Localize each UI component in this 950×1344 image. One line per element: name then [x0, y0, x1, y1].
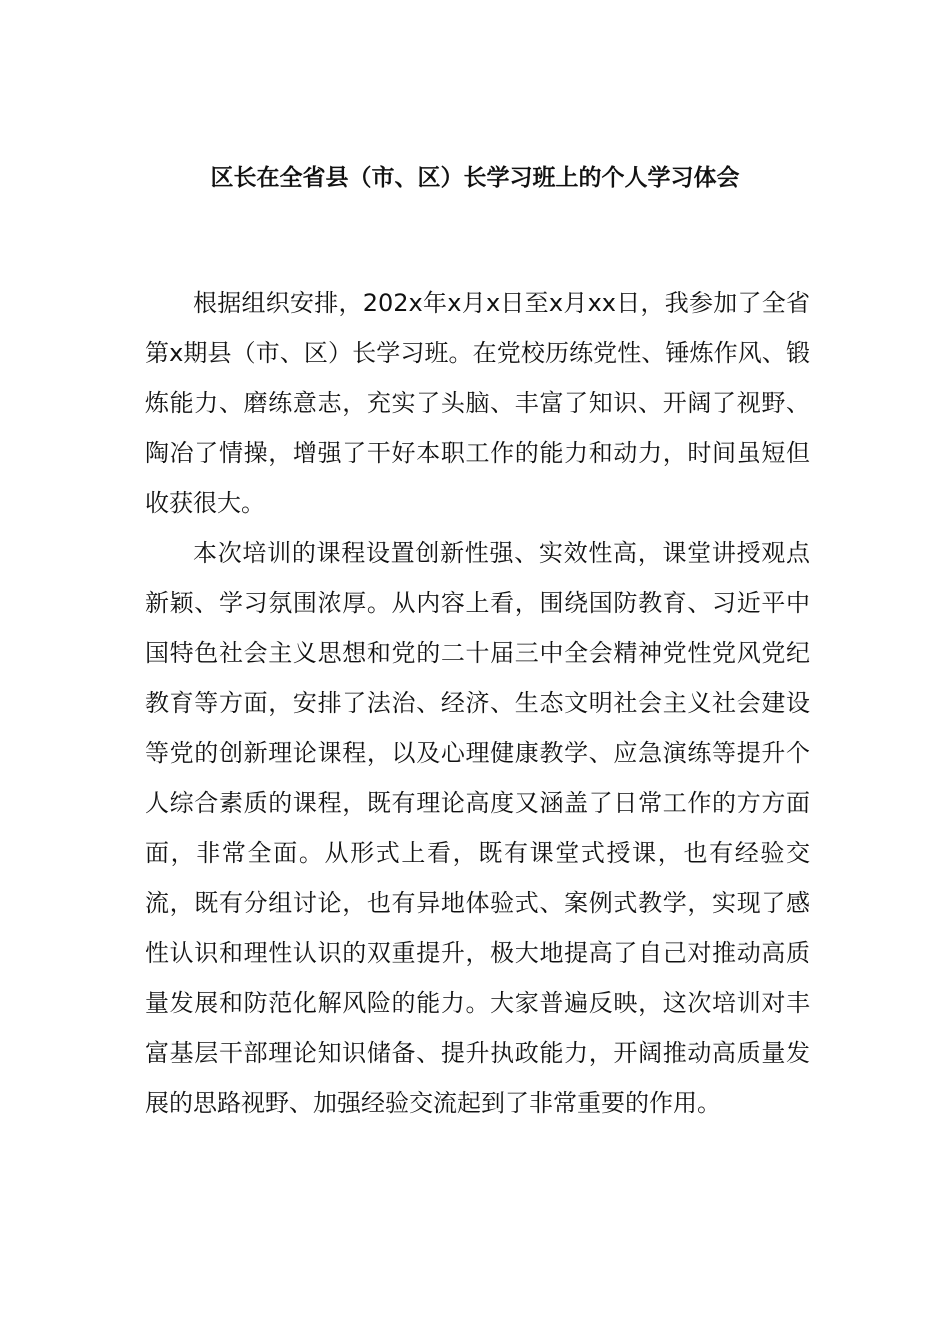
paragraph-1: 根据组织安排，202x年x月x日至x月xx日，我参加了全省第x期县（市、区）长学习班。在党校历练党性、锤炼作风、锻炼能力、磨练意志，充实了头脑、丰富了知识、开阔了视野、陶冶了情操，增强了干好本职工作的能力和动力，时间虽短但收获很大。: [145, 289, 810, 517]
paragraph-2: 本次培训的课程设置创新性强、实效性高，课堂讲授观点新颖、学习氛围浓厚。从内容上看，围绕国防教育、习近平中国特色社会主义思想和党的二十届三中全会精神党性党风党纪教育等方面，安排了法治、经济、生态文明社会主义社会建设等党的创新理论课程，以及心理健康教学、应急演练等提升个人综合素质的课程，既有理论高度又涵盖了日常工作的方方面面，非常全面。从形式上看，既有课堂式授课，也有经验交流，既有分组讨论，也有异地体验式、案例式教学，实现了感性认识和理性认识的双重提升，极大地提高了自己对推动高质量发展和防范化解风险的能力。大家普遍反映，这次培训对丰富基层干部理论知识储备、提升执政能力，开阔推动高质量发展的思路视野、加强经验交流起到了非常重要的作用。: [145, 539, 810, 1117]
document-title: 区长在全省县（市、区）长学习班上的个人学习体会: [210, 165, 740, 191]
document-body: [145, 278, 810, 1128]
